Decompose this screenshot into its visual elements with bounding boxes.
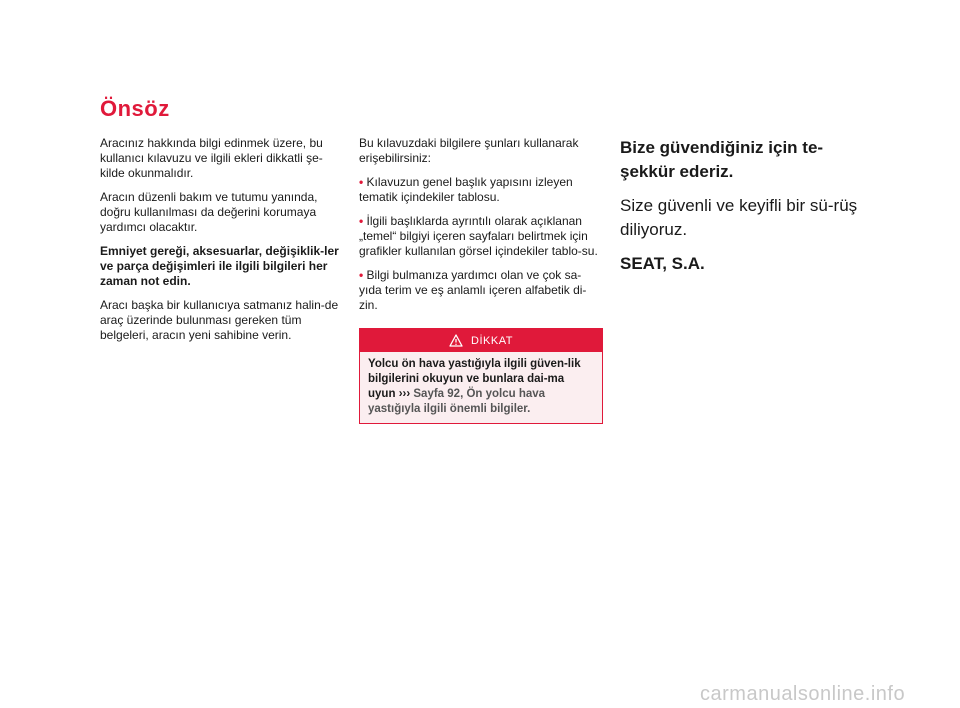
warning-header — [360, 329, 602, 352]
thanks-column — [620, 136, 860, 276]
warning-body — [360, 352, 602, 423]
reference-arrows: ››› — [398, 388, 411, 400]
paragraph-maintenance: Aracın düzenli bakım ve tutumu yanında, doğru kullanılması da değerini korumaya yardımcı olacaktır. — [100, 190, 318, 234]
page-reference-link[interactable]: Sayfa 92, Ön yolcu hava yastığıyla ilgili önemli bilgiler. — [368, 388, 546, 415]
bullet-icon: • — [359, 268, 364, 282]
page-title: Önsöz — [100, 96, 170, 121]
warning-heading: DİKKAT — [471, 334, 513, 347]
watermark: carmanualsonline.info — [700, 683, 906, 705]
access-column — [359, 136, 601, 322]
list-item-text: Kılavuzun genel başlık yapısını izleyen tematik içindekiler tablosu. — [359, 175, 573, 204]
warning-box — [359, 328, 603, 424]
signature: SEAT, S.A. — [620, 254, 705, 273]
list-item — [359, 268, 601, 313]
paragraph-read-manual: Aracınız hakkında bilgi edinmek üzere, bu kullanıcı kılavuzu ve ilgili ekleri dikkatli şe-kilde okunmalıdır. — [100, 136, 323, 180]
paragraph-safety-note: Emniyet gereği, aksesuarlar, değişiklik-ler ve parça değişimleri ile ilgili bilgileri her zaman not edin. — [100, 244, 339, 288]
wish-text: Size güvenli ve keyifli bir sü-rüş diliyoruz. — [620, 196, 858, 239]
thanks-heading: Bize güvendiğiniz için te-şekkür ederiz. — [620, 138, 824, 181]
list-item-text: Bilgi bulmanıza yardımcı olan ve çok sa-yıda terim ve eş anlamlı içeren alfabetik di-zin. — [359, 268, 587, 312]
warning-triangle-icon — [449, 334, 463, 347]
list-item — [359, 175, 601, 205]
list-item — [359, 214, 601, 259]
bullet-icon: • — [359, 175, 364, 189]
paragraph-resale: Aracı başka bir kullanıcıya satmanız halin-de araç üzerinde bulunması gereken tüm belgeleri, aracın yeni sahibine verin. — [100, 298, 339, 342]
intro-column — [100, 136, 340, 352]
list-item-text: İlgili başlıklarda ayrıntılı olarak açıklanan „temel“ bilgiyi içeren sayfaları belirtmek için grafikler kullanılan görsel içindekiler tablo-su. — [359, 214, 598, 258]
bullet-icon: • — [359, 214, 364, 228]
access-intro: Bu kılavuzdaki bilgilere şunları kullanarak erişebilirsiniz: — [359, 136, 579, 165]
warning-text: Yolcu ön hava yastığıyla ilgili güven-lik bilgilerini okuyun ve bunlara dai-ma uyun — [368, 358, 581, 400]
